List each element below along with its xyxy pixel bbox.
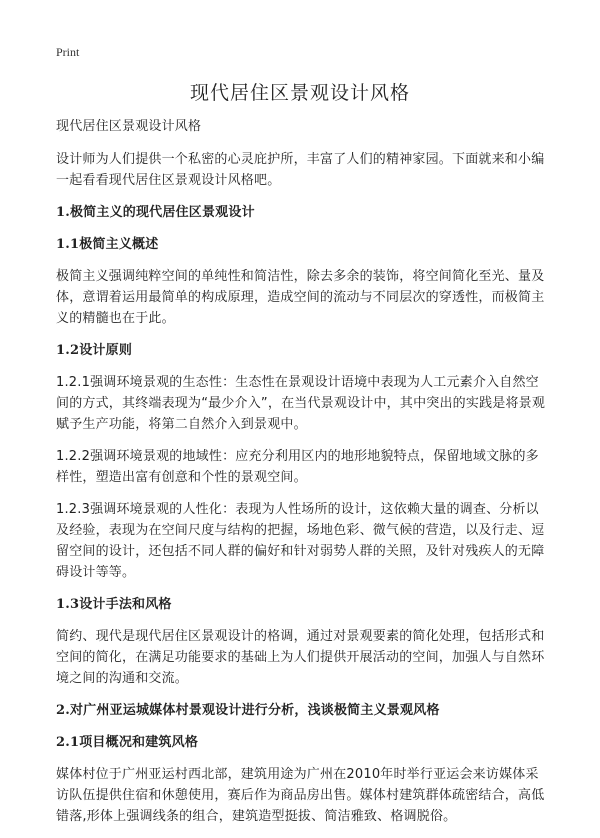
- article-subtitle: 现代居住区景观设计风格: [56, 119, 202, 134]
- section-heading-1: 1.极简主义的现代居住区景观设计: [56, 205, 255, 220]
- print-link[interactable]: Print: [56, 45, 80, 59]
- paragraph-1-1: 极简主义强调纯粹空间的单纯性和简洁性，除去多余的装饰，将空间简化至光、量及体，意谓着运用最简单的构成原理，造成空间的流动与不同层次的穿透性，而极简主义的精髓也在于此。: [56, 269, 545, 326]
- paragraph-1-3: 简约、现代是现代居住区景观设计的格调，通过对景观要素的简化处理，包括形式和空间的简化，在满足功能要求的基础上为人们提供开展活动的空间，加强人与自然环境之间的沟通和交流。: [56, 629, 545, 686]
- intro-paragraph: 设计师为人们提供一个私密的心灵庇护所，丰富了人们的精神家园。下面就来和小编一起看看现代居住区景观设计风格吧。: [56, 152, 545, 188]
- section-heading-1-2: 1.2设计原则: [56, 343, 133, 358]
- section-heading-2-1: 2.1项目概况和建筑风格: [56, 735, 199, 750]
- paragraph-1-2-1: 1.2.1强调环境景观的生态性：生态性在景观设计语境中表现为人工元素介入自然空间的方式，其终端表现为“最少介入”，在当代景观设计中，其中突出的实践是将景观赋予生产功能，将第二自然介入到景观中。: [56, 375, 546, 432]
- paragraph-2-1: 媒体村位于广州亚运村西北部，建筑用途为广州在2010年时举行亚运会来访媒体采访队伍提供住宿和休憩使用，赛后作为商品房出售。媒体村建筑群体疏密结合，高低错落,形体上强调线条的组合，建筑造型挺拔、简洁雅致、格调脱俗。: [56, 767, 545, 824]
- section-heading-1-1: 1.1极简主义概述: [56, 237, 159, 252]
- paragraph-1-2-3: 1.2.3强调环境景观的人性化：表现为人性场所的设计，这依赖大量的调查、分析以及经验，表现为在空间尺度与结构的把握，场地色彩、微气候的营造，以及行走、逗留空间的设计，还包括不同人群的偏好和针对弱势人群的关照，及针对残疾人的无障碍设计等等。: [56, 502, 545, 580]
- article-body: [56, 116, 548, 838]
- paragraph-1-2-2: 1.2.2强调环境景观的地域性：应充分利用区内的地形地貌特点，保留地域文脉的多样性，塑造出富有创意和个性的景观空间。: [56, 449, 539, 485]
- section-heading-2: 2.对广州亚运城媒体村景观设计进行分析，浅谈极简主义景观风格: [56, 703, 440, 718]
- section-heading-1-3: 1.3设计手法和风格: [56, 597, 172, 612]
- page-title: 现代居住区景观设计风格: [189, 82, 410, 104]
